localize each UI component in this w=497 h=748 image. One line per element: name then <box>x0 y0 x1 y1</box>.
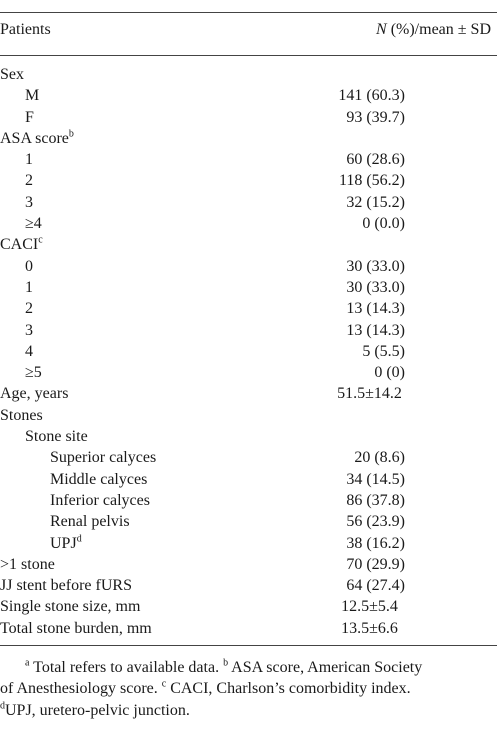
table-row <box>0 298 497 319</box>
row-value: 64 (27.4) <box>346 577 405 595</box>
row-value: 38 (16.2) <box>346 534 405 552</box>
row-label-text: ≥4 <box>25 215 42 233</box>
row-value: 118 (56.2) <box>338 172 405 190</box>
table-row <box>0 469 497 490</box>
row-label-text: Renal pelvis <box>50 513 130 531</box>
row-label-footnote-marker: d <box>76 533 82 545</box>
row-label <box>50 490 150 511</box>
row-value: 70 (29.9) <box>346 555 405 573</box>
row-label <box>0 618 152 639</box>
table-row <box>0 341 497 362</box>
table-row <box>0 362 497 383</box>
row-label-text: Middle calyces <box>50 470 148 488</box>
footnote-line-1 <box>0 657 497 678</box>
footnote-text-a: Total refers to available data. <box>29 659 224 676</box>
row-value: 30 (33.0) <box>346 278 405 296</box>
row-value: 0 (0.0) <box>362 215 405 233</box>
row-label-footnote-marker: c <box>38 235 43 247</box>
row-label <box>0 575 132 596</box>
row-label <box>25 192 33 213</box>
row-label-text: F <box>25 108 34 126</box>
row-value: 141 (60.3) <box>338 87 405 105</box>
footnote-text-d: UPJ, uretero-pelvic junction. <box>5 701 190 719</box>
row-label <box>25 277 33 298</box>
row-label-text: 1 <box>25 151 33 169</box>
row-value: 20 (8.6) <box>354 449 405 467</box>
table-row <box>0 554 497 575</box>
header-n-italic: N <box>376 21 387 38</box>
table-header <box>0 21 497 45</box>
table-row <box>0 277 497 298</box>
table-row <box>0 596 497 617</box>
row-label-text: Sex <box>0 66 24 83</box>
row-value: 51.5±14.2 <box>337 385 402 403</box>
header-patients: Patients <box>0 21 51 38</box>
footnote-marker-b: b <box>223 657 229 669</box>
footnote-line-2 <box>0 678 497 699</box>
row-label <box>0 405 43 426</box>
row-label <box>25 298 33 319</box>
footnote-line-3 <box>0 700 497 721</box>
row-label-text: Single stone size, mm <box>0 598 141 616</box>
row-value: 0 (0) <box>374 364 405 382</box>
table-row <box>0 320 497 341</box>
row-value: 56 (23.9) <box>346 513 405 531</box>
row-label <box>25 256 33 277</box>
row-value: 13.5±6.6 <box>341 619 398 637</box>
row-label-text: 3 <box>25 193 33 211</box>
row-label <box>0 596 140 617</box>
row-label-text: Superior calyces <box>50 449 157 467</box>
row-label <box>25 213 42 234</box>
table-row <box>0 405 497 426</box>
row-value: 13 (14.3) <box>346 300 405 318</box>
row-label-text: >1 stone <box>0 555 55 573</box>
row-label <box>0 64 24 85</box>
header-value <box>376 21 491 39</box>
footnote-text-b: ASA score, American Society <box>228 659 423 676</box>
row-label-text: M <box>25 87 40 105</box>
row-label <box>0 383 68 404</box>
table-row <box>0 107 497 128</box>
row-value: 13 (14.3) <box>346 321 405 339</box>
table-row <box>0 149 497 170</box>
table-row <box>0 575 497 596</box>
row-label-text: Total stone burden, mm <box>0 619 152 637</box>
row-label-text: Inferior calyces <box>50 491 150 509</box>
row-label-text: 0 <box>25 257 33 275</box>
header-value-rest: (%)/mean ± SD <box>386 21 491 38</box>
footnote-marker-a: a <box>25 657 30 669</box>
table-row <box>0 426 497 447</box>
table-row <box>0 128 497 149</box>
table-row <box>0 618 497 639</box>
row-label <box>0 128 74 149</box>
row-label <box>50 511 130 532</box>
table-row <box>0 447 497 468</box>
row-label <box>25 362 42 383</box>
row-label-text: Age, years <box>0 385 69 403</box>
row-value: 32 (15.2) <box>346 193 405 211</box>
bottom-rule <box>0 645 497 646</box>
row-label-text: ASA score <box>0 129 69 147</box>
row-label <box>25 107 34 128</box>
footnote-text-c: CACI, Charlson’s comorbidity index. <box>166 680 411 698</box>
table-body <box>0 64 497 639</box>
table-row <box>0 234 497 255</box>
row-label-text: CACI <box>0 236 39 254</box>
table-row <box>0 64 497 85</box>
footnote-text-b-cont: of Anesthesiology score. <box>0 680 162 698</box>
table-row <box>0 213 497 234</box>
row-value: 12.5±5.4 <box>341 598 398 616</box>
row-label-text: 2 <box>25 172 33 190</box>
row-label <box>0 554 55 575</box>
row-label-text: Stone site <box>25 428 88 446</box>
row-label-footnote-marker: b <box>68 128 74 140</box>
row-label <box>50 469 147 490</box>
table-row <box>0 533 497 554</box>
row-label <box>50 447 156 468</box>
row-label-text: UPJ <box>50 534 77 552</box>
row-value: 30 (33.0) <box>346 257 405 275</box>
row-label <box>25 320 33 341</box>
table-row <box>0 511 497 532</box>
row-label-text: 4 <box>25 342 33 360</box>
top-rule <box>0 12 497 13</box>
row-value: 93 (39.7) <box>346 108 405 126</box>
table-row <box>0 85 497 106</box>
row-label-text: Stones <box>0 406 43 424</box>
table-footnote <box>0 657 497 721</box>
row-label-text: 2 <box>25 300 33 318</box>
row-label-text: 3 <box>25 321 33 339</box>
row-label <box>25 170 33 191</box>
row-label <box>0 234 43 255</box>
row-label <box>50 533 82 554</box>
header-rule <box>0 55 497 56</box>
row-label-text: ≥5 <box>25 364 42 382</box>
table-row <box>0 170 497 191</box>
table-row <box>0 256 497 277</box>
row-value: 86 (37.8) <box>346 491 405 509</box>
row-label <box>25 341 33 362</box>
footnote-marker-c: c <box>161 678 167 690</box>
footnote-marker-d: d <box>0 700 5 712</box>
row-label <box>25 149 33 170</box>
row-label <box>25 85 39 106</box>
table-row <box>0 192 497 213</box>
row-label-text: 1 <box>25 278 33 296</box>
row-label <box>25 426 88 447</box>
table-row <box>0 383 497 404</box>
table-row <box>0 490 497 511</box>
row-value: 5 (5.5) <box>362 342 405 360</box>
row-value: 60 (28.6) <box>346 151 405 169</box>
row-value: 34 (14.5) <box>346 470 405 488</box>
row-label-text: JJ stent before fURS <box>0 577 132 595</box>
